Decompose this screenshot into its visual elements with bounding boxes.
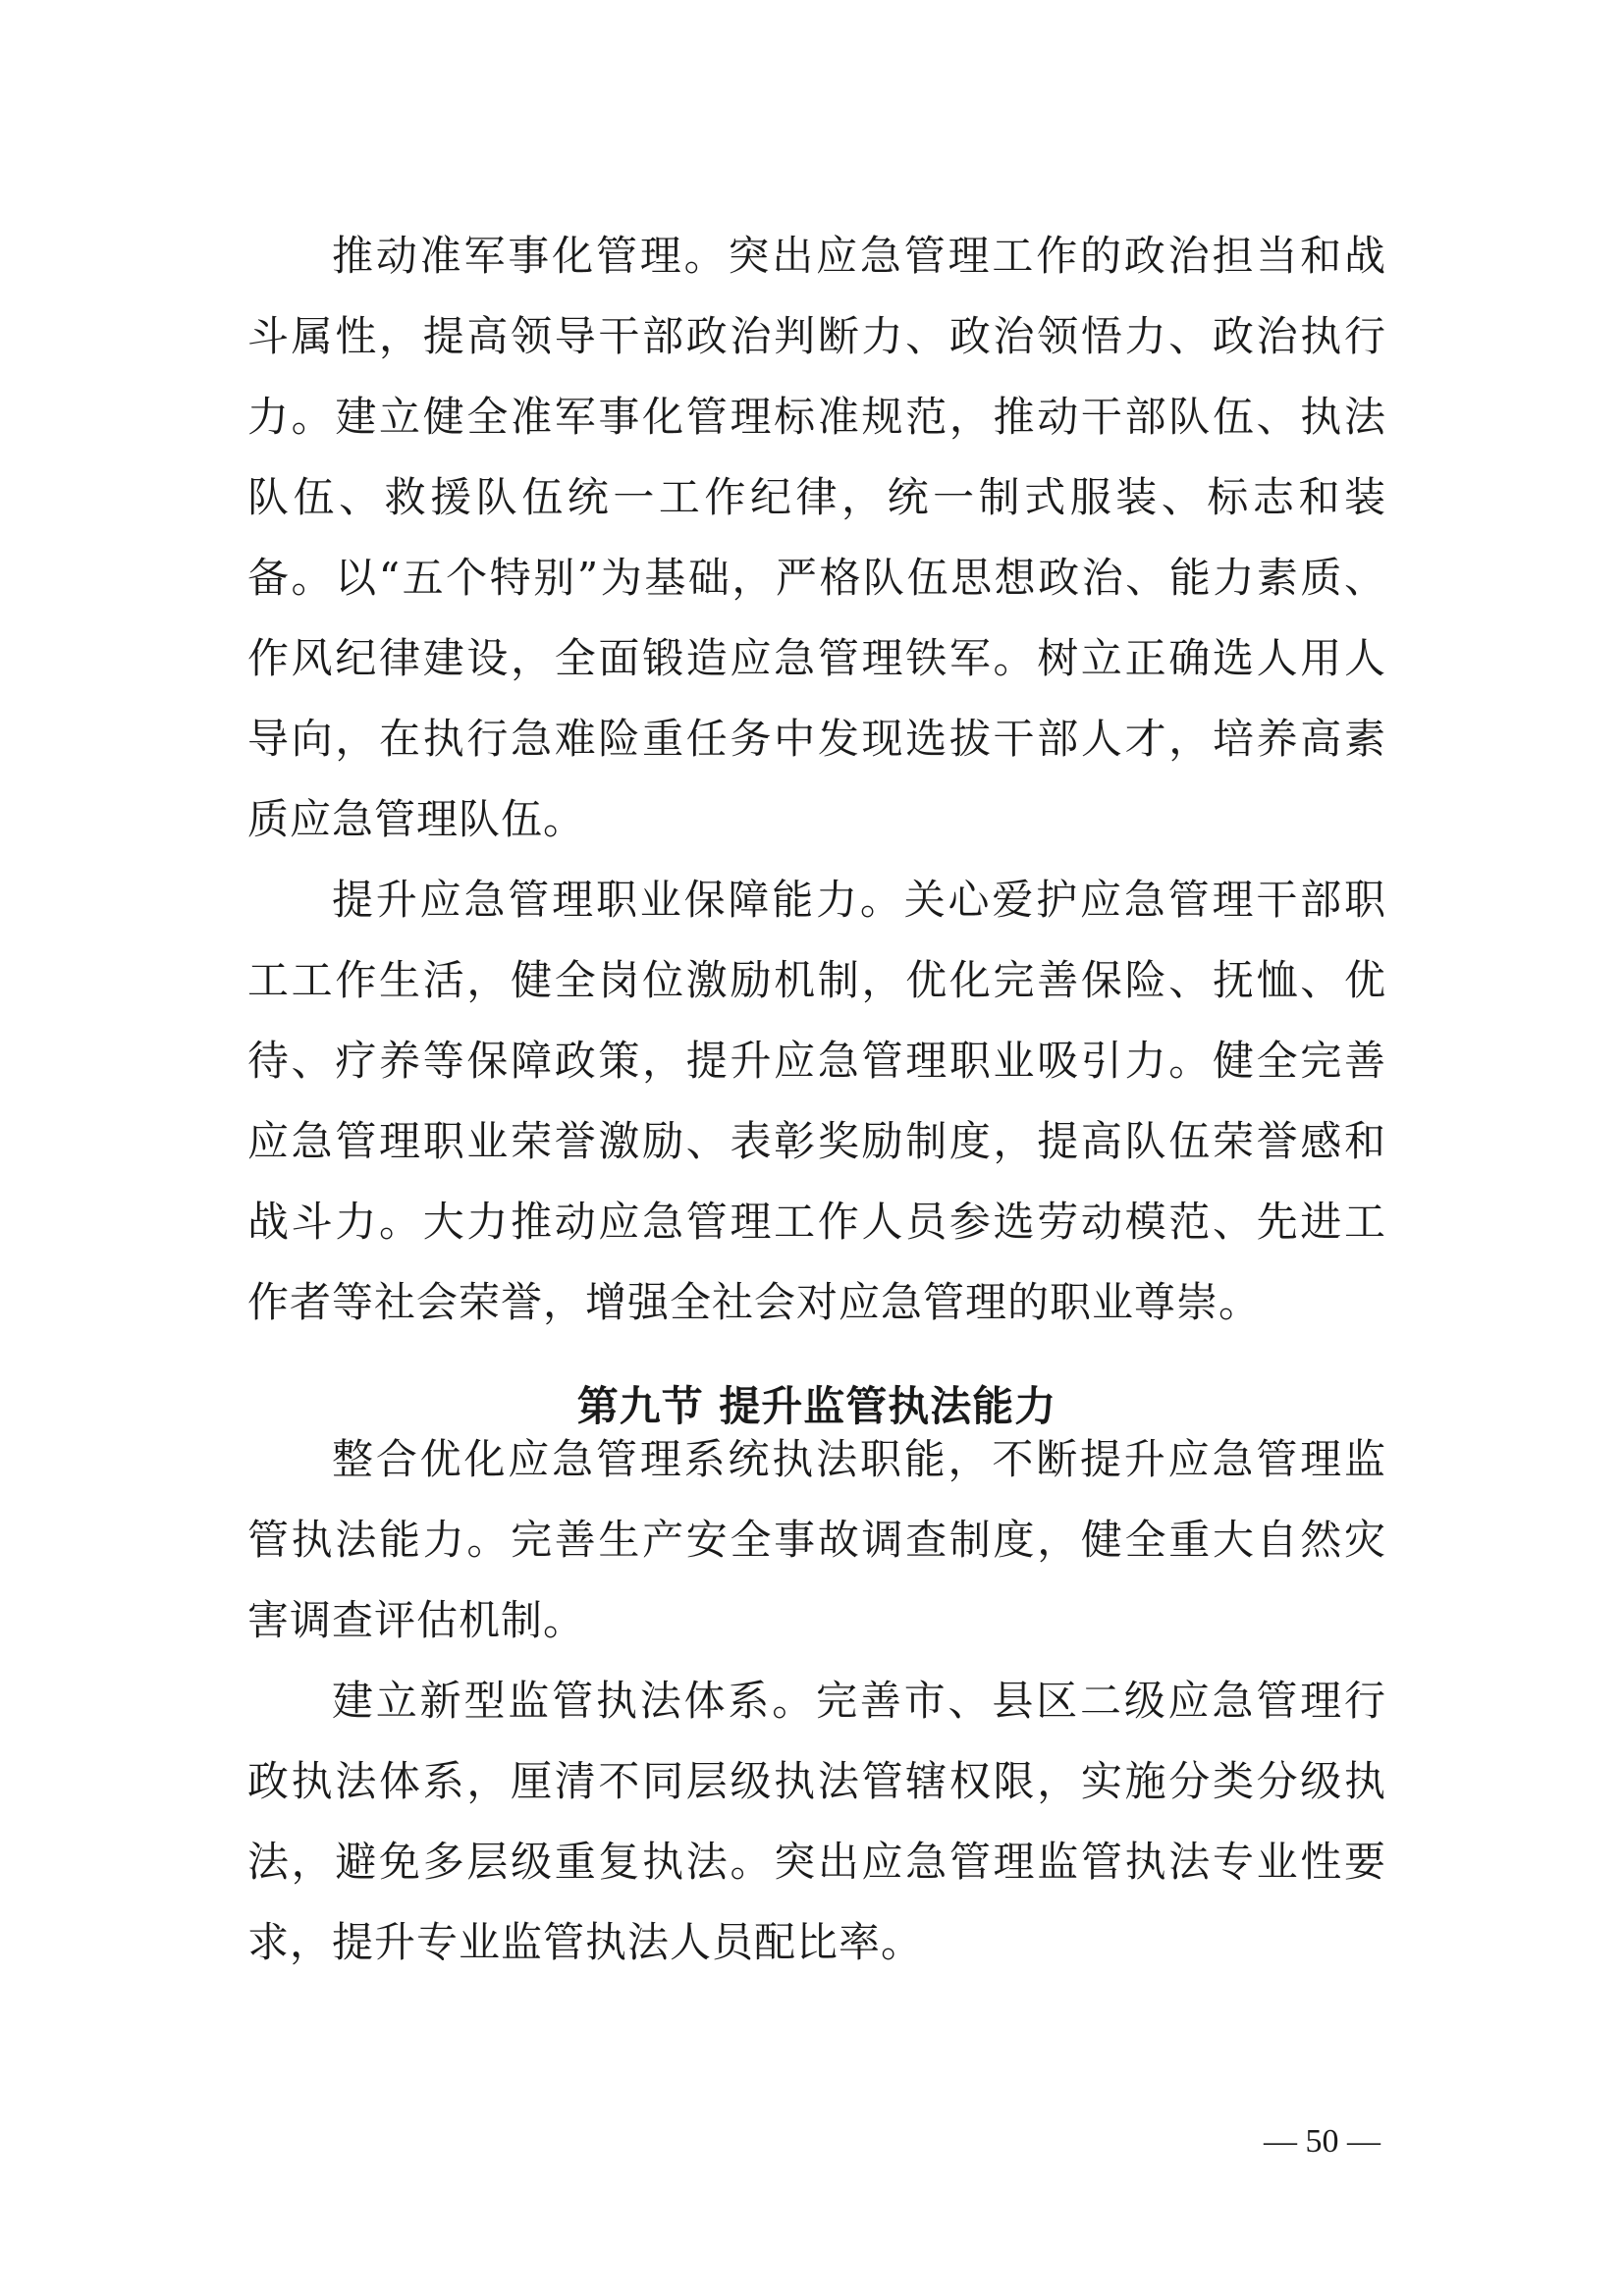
paragraph-enforcement-system: 建立新型监管执法体系。完善市、县区二级应急管理行政执法体系，厘清不同层级执法管辖权限，实施分类分级执法，避免多层级重复执法。突出应急管理监管执法专业性要求，提升专业监管执法人员配比率。 [247, 1677, 1386, 1966]
body-text-block-upper [247, 216, 1386, 1343]
paragraph-enforcement-intro: 整合优化应急管理系统执法职能，不断提升应急管理监管执法能力。完善生产安全事故调查制度，健全重大自然灾害调查评估机制。 [247, 1435, 1386, 1644]
body-text-block-lower [247, 1419, 1386, 1983]
paragraph-career-support: 提升应急管理职业保障能力。关心爱护应急管理干部职工工作生活，健全岗位激励机制，优化完善保险、抚恤、优待、疗养等保障政策，提升应急管理职业吸引力。健全完善应急管理职业荣誉激励、表彰奖励制度，提高队伍荣誉感和战斗力。大力推动应急管理工作人员参选劳动模范、先进工作者等社会荣誉，增强全社会对应急管理的职业尊崇。 [247, 876, 1386, 1326]
page-number: — 50 — [1264, 2123, 1380, 2160]
paragraph-paramilitary-management: 推动准军事化管理。突出应急管理工作的政治担当和战斗属性，提高领导干部政治判断力、政治领悟力、政治执行力。建立健全准军事化管理标准规范，推动干部队伍、执法队伍、救援队伍统一工作纪律，统一制式服装、标志和装备。以“五个特别”为基础，严格队伍思想政治、能力素质、作风纪律建设，全面锻造应急管理铁军。树立正确选人用人导向，在执行急难险重任务中发现选拔干部人才，培养高素质应急管理队伍。 [247, 232, 1386, 843]
section-heading: 第九节 提升监管执法能力 [576, 1382, 1057, 1430]
